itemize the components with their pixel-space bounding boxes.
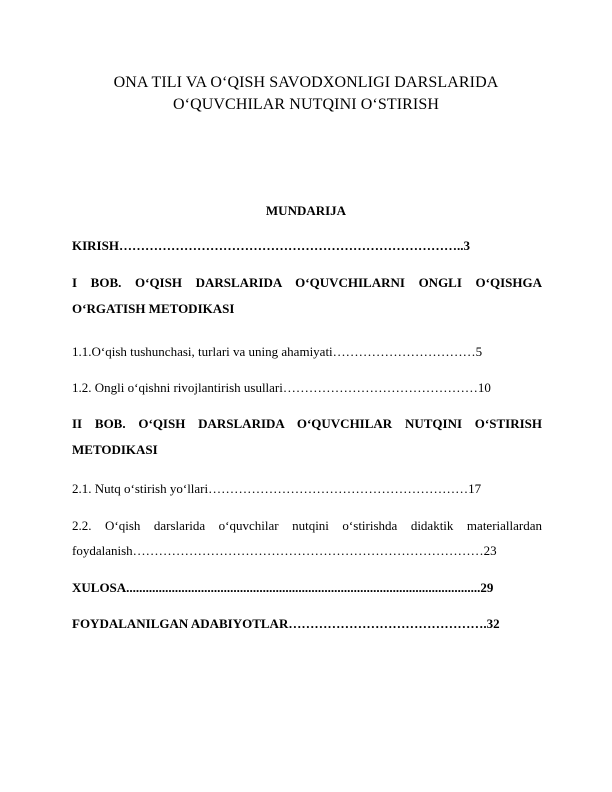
toc-entry-section-1-2: 1.2. Ongli o‘qishni rivojlantirish usullari………………………………………10: [72, 380, 491, 395]
toc-entry-chapter2-line2: METODIKASI: [72, 442, 158, 457]
toc-entry-intro: KIRISH……………………………………………………………………..3: [72, 238, 470, 253]
toc-entry-chapter2-line1: II BOB. O‘QISH DARSLARIDA O‘QUVCHILAR NUTQINI O‘STIRISH: [72, 416, 542, 431]
document-title: [0, 72, 612, 116]
title-line-2: O‘QUVCHILAR NUTQINI O‘STIRISH: [173, 96, 439, 113]
toc-entry-chapter1-line2: O‘RGATISH METODIKASI: [72, 301, 235, 316]
contents-heading: MUNDARIJA: [265, 203, 347, 218]
toc-entry-chapter1-line1: I BOB. O‘QISH DARSLARIDA O‘QUVCHILARNI ONGLI O‘QISHGA: [72, 275, 542, 290]
toc-entry-conclusion: XULOSA.............................................................................................................29: [72, 580, 494, 595]
title-line-1: ONA TILI VA O‘QISH SAVODXONLIGI DARSLARIDA: [113, 74, 499, 91]
toc-entry-section-1-1: 1.1.O‘qish tushunchasi, turlari va uning ahamiyati……………………………5: [72, 344, 483, 359]
toc-entry-section-2-1: 2.1. Nutq o‘stirish yo‘llari……………………………………………………17: [72, 481, 482, 496]
toc-entry-bibliography: FOYDALANILGAN ADABIYOTLAR……………………………………….32: [72, 616, 500, 631]
toc-entry-section-2-2-line2: foydalanish………………………………………………………………………23: [72, 543, 497, 558]
toc-entry-section-2-2-line1: 2.2. O‘qish darslarida o‘quvchilar nutqini o‘stirishda didaktik materiallardan: [72, 518, 542, 533]
